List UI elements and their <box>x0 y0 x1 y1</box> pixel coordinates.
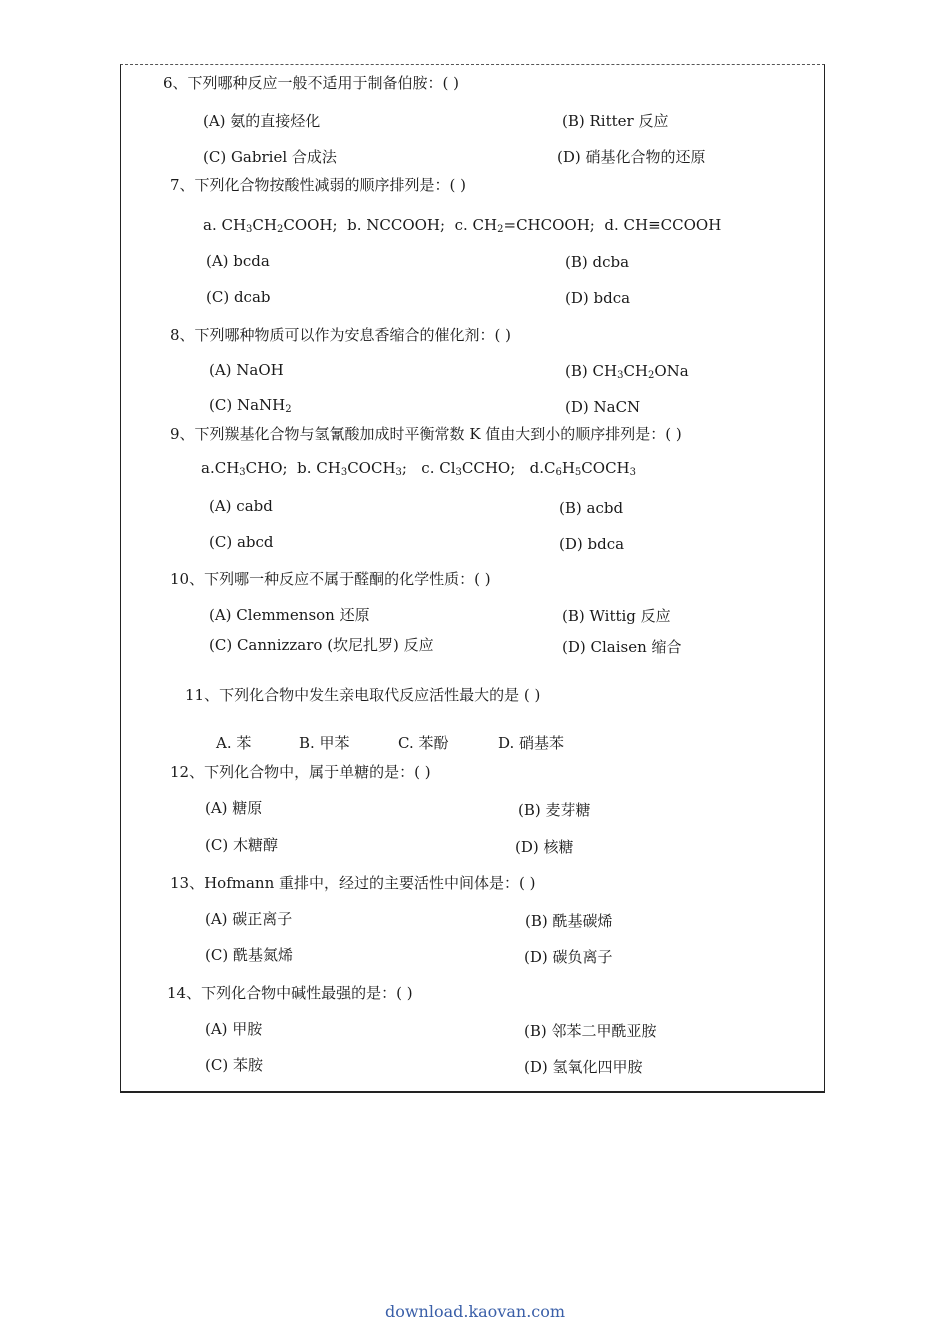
q14-option-b: (B) 邻苯二甲酰亚胺 <box>524 1022 657 1040</box>
q8-option-d: (D) NaCN <box>565 398 641 416</box>
q9-option-a: (A) cabd <box>209 497 273 515</box>
q10-option-a: (A) Clemmenson 还原 <box>209 606 370 624</box>
q12-option-c: (C) 木糖醇 <box>205 836 278 854</box>
q7-option-b: (B) dcba <box>565 253 630 271</box>
q6-option-b: (B) Ritter 反应 <box>562 112 669 130</box>
q13-option-b: (B) 酰基碳烯 <box>525 912 613 930</box>
q14-option-a: (A) 甲胺 <box>205 1020 263 1038</box>
q12-option-b: (B) 麦芽糖 <box>518 801 591 819</box>
q7-compounds: a. $CH_3CH_2COOH$; b. NCCOOH; c. $CH_2=CHCOOH$; d. CH≡CCOOH <box>203 216 722 235</box>
q6-option-c: (C) Gabriel 合成法 <box>203 148 337 166</box>
q13-option-d: (D) 碳负离子 <box>524 948 613 966</box>
question-12-stem: 12、下列化合物中，属于单糖的是：( ) <box>170 763 431 781</box>
q9-compounds: $a.CH_3CHO$; b. $CH_3COCH_3$; c. $Cl_3CCHO$; $d.C_6H_5COCH_3$ <box>201 459 637 478</box>
q7-option-c: (C) dcab <box>206 288 271 306</box>
question-11-stem: 11、下列化合物中发生亲电取代反应活性最大的是 ( ) <box>185 686 541 704</box>
q10-option-b: (B) Wittig 反应 <box>562 607 671 625</box>
q6-option-d: (D) 硝基化合物的还原 <box>557 148 706 166</box>
question-9-stem: 9、下列羰基化合物与氢氰酸加成时平衡常数 K 值由大到小的顺序排列是：( ) <box>170 425 682 443</box>
question-10-stem: 10、下列哪一种反应不属于醛酮的化学性质：( ) <box>170 570 491 588</box>
q7-option-d: (D) bdca <box>565 289 631 307</box>
q14-option-d: (D) 氢氧化四甲胺 <box>524 1058 643 1076</box>
question-6-stem: 6、下列哪种反应一般不适用于制备伯胺：( ) <box>163 74 460 92</box>
q9-option-b: (B) acbd <box>559 499 624 517</box>
question-13-stem: 13、Hofmann 重排中，经过的主要活性中间体是：( ) <box>170 874 536 892</box>
q11-option-b: B. 甲苯 <box>299 734 350 752</box>
q10-option-c: (C) Cannizzaro (坎尼扎罗) 反应 <box>209 636 434 654</box>
question-8-stem: 8、下列哪种物质可以作为安息香缩合的催化剂：( ) <box>170 326 512 344</box>
q11-option-c: C. 苯酚 <box>398 734 449 752</box>
q8-option-a: (A) NaOH <box>209 361 284 379</box>
q11-option-a: A. 苯 <box>216 734 252 752</box>
footer-url: download.kaovan.com <box>384 1302 566 1321</box>
q13-option-c: (C) 酰基氮烯 <box>205 946 293 964</box>
q12-option-d: (D) 核糖 <box>515 838 574 856</box>
q11-option-d: D. 硝基苯 <box>498 734 565 752</box>
q6-option-a: (A) 氨的直接烃化 <box>203 112 321 130</box>
q10-option-d: (D) Claisen 缩合 <box>562 638 682 656</box>
q7-option-a: (A) bcda <box>206 252 270 270</box>
q8-option-b: (B) $CH_3CH_2ONa$ <box>565 362 689 381</box>
question-7-stem: 7、下列化合物按酸性减弱的顺序排列是：( ) <box>170 176 467 194</box>
q9-option-d: (D) bdca <box>559 535 625 553</box>
question-14-stem: 14、下列化合物中碱性最强的是：( ) <box>167 984 413 1002</box>
q13-option-a: (A) 碳正离子 <box>205 910 293 928</box>
q14-option-c: (C) 苯胺 <box>205 1056 263 1074</box>
q12-option-a: (A) 糖原 <box>205 799 263 817</box>
q9-option-c: (C) abcd <box>209 533 274 551</box>
q8-option-c: (C) NaNH$_2$ <box>209 396 292 415</box>
